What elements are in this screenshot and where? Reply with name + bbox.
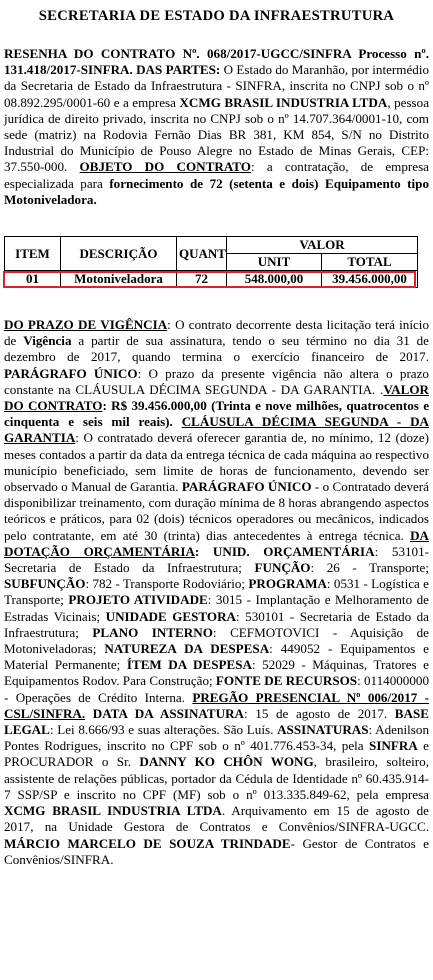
text-span: : 26 - Transporte; — [310, 560, 429, 576]
cell-total: 39.456.000,00 — [322, 271, 418, 288]
funcao-label: FUNÇÃO — [254, 560, 311, 576]
header-descricao: DESCRIÇÃO — [61, 237, 177, 271]
dotacao-label: DA DOTAÇÃO ORÇAMENTÁRIA — [4, 527, 429, 559]
table-row — [5, 271, 418, 288]
contract-body-paragraph — [4, 317, 429, 868]
procurador-name: DANNY KO CHÔN WONG — [139, 754, 314, 770]
text-span: : 0114000000 - Operações de Crédito Interna. — [4, 673, 429, 705]
text-span: : O contrato decorrente desta licitação terá início de — [4, 317, 429, 349]
text-span: , brasileiro, solteiro, assistente de relações públicas, portador da Cédula de Identidade nº 60.435.914-7 SSP/SP e inscrito no CPF (MF) sob o nº 013.335.849-62, pela empresa — [4, 754, 429, 802]
natureza-despesa-label: NATUREZA DA DESPESA — [104, 641, 270, 657]
text-span: : 3015 - Implantação e Melhoramento de Estradas Vicinais; — [4, 592, 429, 624]
paragrafo-unico-label: PARÁGRAFO ÚNICO — [4, 365, 138, 381]
fonte-recursos-label: FONTE DE RECURSOS — [215, 673, 358, 689]
text-span: : 530101 - Secretaria de Estado da Infraestrutura; — [4, 608, 429, 640]
text-span: : O prazo da presente vigência não altera o prazo constante na CLÁUSULA DÉCIMA SEGUNDA - DA GARANTIA. . — [4, 365, 429, 397]
text-span: : 53101- Secretaria de Estado da Infraestrutura; — [4, 543, 429, 576]
cell-descricao: Motoniveladora — [61, 271, 177, 288]
text-span: : O contratado deverá oferecer garantia de, no mínimo, 12 (doze) meses contados a partir da data da entrega técnica de cada máquina ao respectivo município beneficiado, sem limite de horas de funcionamento, devendo ser observado o Manual de Garantia. — [4, 430, 429, 495]
item-despesa-label: ÍTEM DA DESPESA — [126, 657, 252, 673]
company-name: XCMG BRASIL INDUSTRIA LTDA — [4, 803, 222, 819]
table-header-row — [5, 237, 418, 254]
base-legal-label: BASE LEGAL — [4, 705, 429, 738]
text-span: . Arquivamento em 15 de agosto de 2017, na Unidade Gestora de Contratos e Convênios/SINFRA-UGCC. — [4, 803, 429, 835]
prazo-label: DO PRAZO DE VIGÊNCIA — [4, 317, 168, 332]
text-span: : 0531 - Logística e Transporte; — [4, 576, 429, 608]
header-unit: UNIT — [227, 254, 322, 271]
header-total: TOTAL — [322, 254, 418, 271]
items-table-wrap — [4, 236, 417, 288]
text-span: : 52029 - Máquinas, Tratores e Equipamentos Rodov. Para Construção; — [4, 657, 429, 689]
resenha-heading: RESENHA DO CONTRATO Nº. 068/2017-UGCC/SINFRA Processo nº. 131.418/2017-SINFRA. DAS PARTES: — [4, 46, 429, 78]
cell-item: 01 — [5, 271, 61, 288]
sinfra-word: SINFRA — [369, 738, 418, 754]
text-span: : Lei 8.666/93 e suas alterações. São Luís. — [49, 722, 278, 738]
header-item: ITEM — [5, 237, 61, 271]
valor-contrato-label: VALOR DO CONTRATO — [4, 381, 429, 414]
paragrafo-unico-label: PARÁGRAFO ÚNICO — [181, 479, 312, 495]
text-span: a partir de sua assinatura, tendo o seu término no dia 31 de dezembro de 2017, quando termina o exercício financeiro de 2017. — [4, 333, 429, 365]
company-description: , pessoa jurídica de direito privado, inscrita no CNPJ sob o nº 14.707.364/0001-10, com sede (matriz) na Rodovia Fernão Dias BR 381, KM 854, S/N no Distrito Industrial do Município de Pouso Alegre no Estado de Minas Gerais, CEP: 37.550-000. — [4, 94, 429, 175]
vigencia-word: Vigência — [23, 333, 72, 349]
resenha-parties: O Estado do Maranhão, por intermédio da Secretaria de Estado da Infraestrutura - SINFRA, inscrita no CNPJ sob o nº 08.892.295/0001-60 e a empresa — [4, 62, 430, 110]
subfuncao-label: SUBFUNÇÃO — [4, 576, 86, 592]
objeto-text: : a contratação, de empresa especializada para — [4, 159, 429, 191]
programa-label: PROGRAMA — [248, 576, 327, 592]
pregao-label: PREGÃO PRESENCIAL Nº 006/2017 - CSL/SINFRA. — [4, 689, 430, 721]
page-title: SECRETARIA DE ESTADO DA INFRAESTRUTURA — [38, 8, 395, 24]
text-span: : 15 de agosto de 2017. — [244, 705, 395, 721]
header-valor: VALOR — [227, 237, 418, 254]
text-span: : Adenilson Pontes Rodrigues, inscrito no CPF sob o nº 401.776.453-34, pela — [4, 722, 429, 754]
objeto-bold: fornecimento de 72 (setenta e dois) Equipamento tipo Motoniveladora. — [4, 175, 429, 207]
garantia-label: CLÁUSULA DÉCIMA SEGUNDA - DA GARANTIA — [4, 414, 430, 446]
text-span: - o Contratado deverá disponibilizar treinamento, com duração mínima de 8 horas abrangendo aspectos teóricos e práticos, para 02 (dois) técnicos operadores ou mecânicos, indicados pelo contratante, em até 30 (trinta) dias antecedentes à entrega técnica. — [4, 479, 429, 543]
items-table — [4, 236, 418, 288]
objeto-label: OBJETO DO CONTRATO — [79, 159, 251, 175]
plano-interno-label: PLANO INTERNO — [92, 624, 213, 640]
text-span: e PROCURADOR o Sr. — [4, 738, 429, 770]
cell-quant: 72 — [177, 271, 227, 288]
valor-contrato-text: : R$ 39.456.000,00 (Trinta e nove milhões, quatrocentos e cinquenta e seis mil reais). — [4, 398, 430, 430]
unid-orcamentaria-label: : UNID. ORÇAMENTÁRIA — [194, 543, 375, 559]
assinaturas-label: ASSINATURAS — [277, 722, 369, 738]
unidade-gestora-label: UNIDADE GESTORA — [105, 608, 237, 624]
text-span: : 449052 - Equipamentos e Material Permanente; — [4, 641, 429, 673]
projeto-atividade-label: PROJETO ATIVIDADE — [68, 592, 208, 608]
gestor-name: MÁRCIO MARCELO DE SOUZA TRINDADE — [4, 835, 291, 851]
text-span: : 782 - Transporte Rodoviário; — [85, 576, 249, 592]
text-span: - Gestor de Contratos e Convênios/SINFRA. — [4, 835, 429, 867]
company-name: XCMG BRASIL INDUSTRIA LTDA — [179, 94, 388, 110]
resenha-paragraph — [4, 46, 429, 208]
header-quant: QUANT — [177, 237, 227, 271]
data-assinatura-label: DATA DA ASSINATURA — [85, 705, 245, 721]
cell-unit: 548.000,00 — [227, 271, 322, 288]
text-span: : CEFMOTOVICI - Aquisição de Motoniveladoras; — [4, 624, 429, 657]
